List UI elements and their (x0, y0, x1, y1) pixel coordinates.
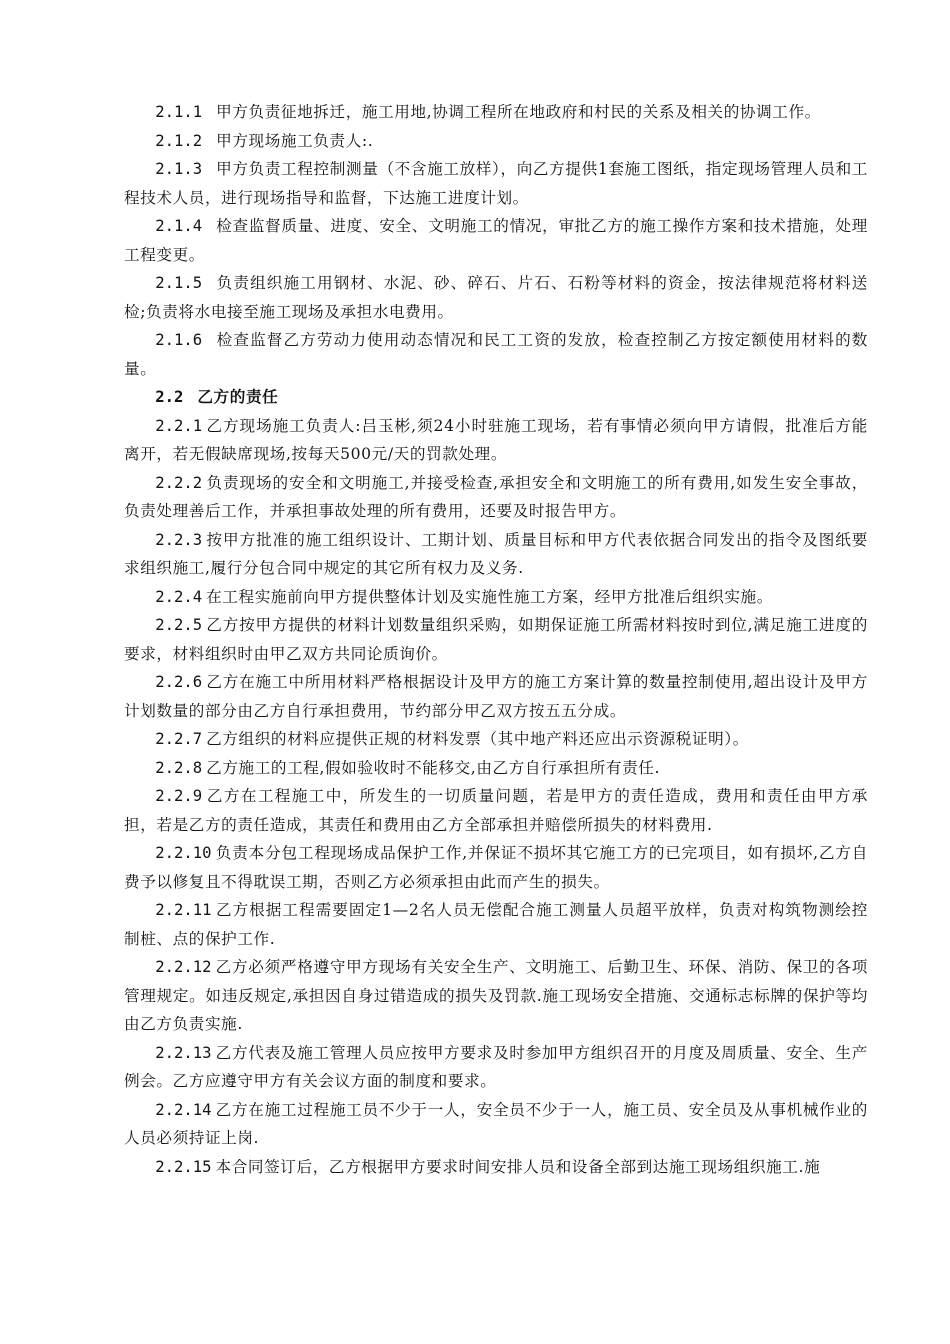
clause-number: 2.2.15 (155, 1157, 212, 1176)
section-title: 乙方的责任 (197, 387, 279, 406)
clause-text: 乙方代表及施工管理人员应按甲方要求及时参加甲方组织召开的月度及周质量、安全、生产例会。乙方应遵守甲方有关会议方面的制度和要求。 (124, 1043, 868, 1090)
clause-number: 2.2.9 (155, 787, 203, 805)
clause-2-1-3 (124, 155, 868, 212)
clause-2-2-13 (124, 1039, 868, 1096)
clause-number: 2.2.4 (155, 587, 203, 606)
clause-2-2-5 (124, 611, 868, 668)
clause-number: 2.2.1 (155, 416, 203, 435)
clause-number: 2.2.7 (155, 730, 203, 748)
clause-2-1-5 (124, 269, 868, 326)
clause-text: 乙方在施工中所用材料严格根据设计及甲方的施工方案计算的数量控制使用,超出设计及甲方计划数量的部分由乙方自行承担费用，节约部分甲乙双方按五五分成。 (124, 673, 868, 720)
clause-text: 乙方组织的材料应提供正规的材料发票（其中地产料还应出示资源税证明）。 (206, 730, 749, 748)
clause-number: 2.2.10 (155, 844, 212, 862)
clause-text: 甲方负责工程控制测量（不含施工放样），向乙方提供1套施工图纸，指定现场管理人员和工程技术人员，进行现场指导和监督，下达施工进度计划。 (124, 160, 868, 207)
clause-2-2-9 (124, 782, 868, 839)
clause-text: 甲方现场施工负责人:. (216, 131, 374, 150)
clause-2-1-2 (124, 127, 868, 156)
clause-number: 2.1.4 (155, 217, 203, 235)
clause-text: 乙方在施工过程施工员不少于一人，安全员不少于一人，施工员、安全员及从事机械作业的人员必须持证上岗. (124, 1100, 868, 1147)
clause-text: 检查监督乙方劳动力使用动态情况和民工工资的发放，检查控制乙方按定额使用材料的数量。 (124, 331, 868, 378)
clause-number: 2.1.6 (155, 331, 203, 349)
clause-text: 检查监督质量、进度、安全、文明施工的情况，审批乙方的施工操作方案和技术措施，处理工程变更。 (124, 217, 868, 264)
clause-2-2-3 (124, 526, 868, 583)
clause-text: 按甲方批准的施工组织设计、工期计划、质量目标和甲方代表依据合同发出的指令及图纸要求组织施工,履行分包合同中规定的其它所有权力及义务. (124, 530, 868, 577)
clause-text: 负责现场的安全和文明施工,并接受检查,承担安全和文明施工的所有费用,如发生安全事故，负责处理善后工作，并承担事故处理的所有费用，还要及时报告甲方。 (124, 473, 868, 520)
clause-2-1-1 (124, 98, 868, 127)
clause-text: 乙方根据工程需要固定1—2名人员无偿配合施工测量人员超平放样，负责对构筑物测绘控制桩、点的保护工作. (124, 901, 868, 948)
clause-2-2-10 (124, 839, 868, 896)
clause-2-2-11 (124, 896, 868, 953)
section-heading-2-2 (124, 383, 868, 412)
clause-number: 2.2.5 (155, 616, 203, 634)
clause-2-2-14 (124, 1096, 868, 1153)
clause-number: 2.2.8 (155, 758, 203, 777)
clause-text: 乙方必须严格遵守甲方现场有关安全生产、文明施工、后勤卫生、环保、消防、保卫的各项管理规定。如违反规定,承担因自身过错造成的损失及罚款.施工现场安全措施、交通标志标牌的保护等均由乙方负责实施. (124, 958, 868, 1033)
clause-number: 2.2.3 (155, 530, 203, 549)
clause-text: 乙方在工程施工中，所发生的一切质量问题，若是甲方的责任造成，费用和责任由甲方承担，若是乙方的责任造成，其责任和费用由乙方全部承担并赔偿所损失的材料费用. (124, 787, 868, 834)
clause-number: 2.2.14 (155, 1100, 212, 1119)
clause-number: 2.2.12 (155, 958, 212, 976)
section-number: 2.2 (155, 388, 184, 406)
clause-2-2-15 (124, 1153, 868, 1182)
clause-2-2-1 (124, 412, 868, 469)
clause-text: 本合同签订后，乙方根据甲方要求时间安排人员和设备全部到达施工现场组织施工.施 (215, 1157, 821, 1176)
clause-number: 2.1.1 (155, 103, 203, 121)
clause-2-1-4 (124, 212, 868, 269)
document-body (124, 98, 868, 1181)
clause-number: 2.2.2 (155, 473, 203, 492)
clause-number: 2.1.2 (155, 131, 203, 150)
clause-number: 2.2.6 (155, 673, 203, 691)
clause-2-2-4 (124, 583, 868, 612)
clause-2-2-6 (124, 668, 868, 725)
clause-text: 甲方负责征地拆迁，施工用地,协调工程所在地政府和村民的关系及相关的协调工作。 (216, 103, 821, 121)
clause-text: 在工程实施前向甲方提供整体计划及实施性施工方案，经甲方批准后组织实施。 (206, 587, 773, 606)
clause-text: 乙方施工的工程,假如验收时不能移交,由乙方自行承担所有责任. (206, 758, 661, 777)
clause-2-1-6 (124, 326, 868, 383)
clause-number: 2.2.13 (155, 1043, 212, 1062)
clause-2-2-12 (124, 953, 868, 1039)
clause-text: 负责本分包工程现场成品保护工作,并保证不损坏其它施工方的已完项目，如有损坏,乙方自费予以修复且不得耽误工期，否则乙方必须承担由此而产生的损失。 (124, 844, 868, 891)
clause-number: 2.1.5 (155, 274, 203, 292)
clause-number: 2.1.3 (155, 160, 203, 178)
clause-2-2-2 (124, 469, 868, 526)
clause-text: 乙方现场施工负责人:吕玉彬,须24小时驻施工现场，若有事情必须向甲方请假，批准后方能离开，若无假缺席现场,按每天500元/天的罚款处理。 (124, 416, 868, 463)
clause-text: 负责组织施工用钢材、水泥、砂、碎石、片石、石粉等材料的资金，按法律规范将材料送检;负责将水电接至施工现场及承担水电费用。 (124, 274, 868, 321)
clause-text: 乙方按甲方提供的材料计划数量组织采购，如期保证施工所需材料按时到位,满足施工进度的要求，材料组织时由甲乙双方共同论质询价。 (124, 616, 868, 663)
clause-2-2-7 (124, 725, 868, 754)
clause-number: 2.2.11 (155, 901, 212, 919)
clause-2-2-8 (124, 754, 868, 783)
